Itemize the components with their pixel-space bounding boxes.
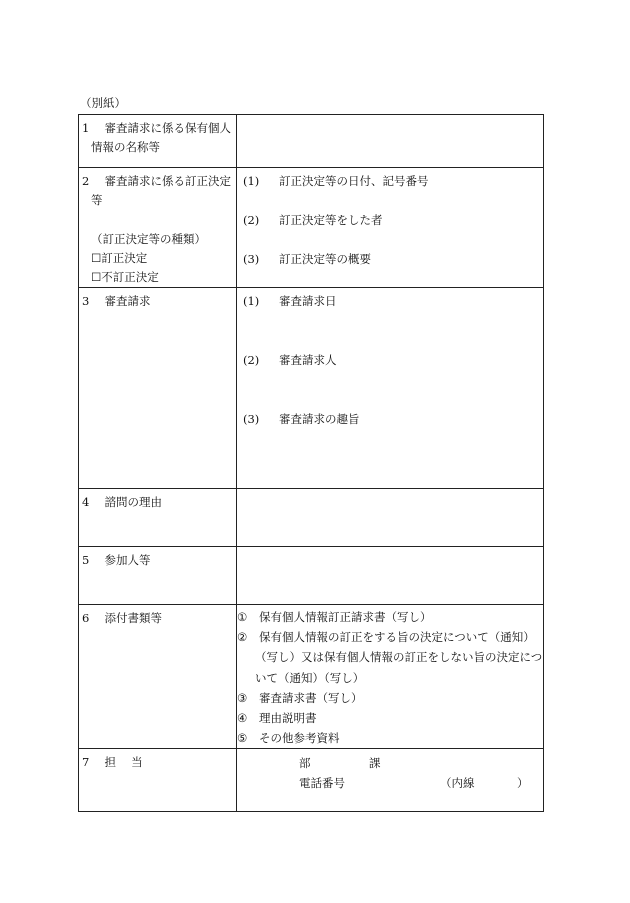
request-item-purpose: (3) 審査請求の趣旨 xyxy=(243,412,360,426)
row-inquiry-reason xyxy=(79,489,544,547)
decision-item-date: (1) 訂正決定等の日付、記号番号 xyxy=(243,174,429,188)
request-item-requester: (2) 審査請求人 xyxy=(243,353,337,367)
attachment-item: ① 保有個人情報訂正請求書（写し） xyxy=(237,610,432,624)
contact-phone-line xyxy=(237,773,543,793)
extension-close-label: ） xyxy=(517,776,529,791)
row5-value-cell xyxy=(237,547,544,605)
row7-label: 7 担 当 xyxy=(82,755,143,770)
decision-item-summary: (3) 訂正決定等の概要 xyxy=(243,252,371,266)
row7-label-cell xyxy=(79,749,237,812)
extension-open-label: （内線 xyxy=(440,776,475,791)
section-label: 課 xyxy=(369,756,381,771)
request-item-date: (1) 審査請求日 xyxy=(243,294,337,308)
row7-value-cell xyxy=(237,749,544,812)
row-correction-decision xyxy=(79,168,544,288)
row5-label-cell xyxy=(79,547,237,605)
attachment-item-continuation: （写し）又は保有個人情報の訂正をしない旨の決定につ xyxy=(255,650,543,665)
attachment-item: ③ 審査請求書（写し） xyxy=(237,690,363,705)
row6-value-cell xyxy=(237,605,544,749)
row3-label: 3 審査請求 xyxy=(82,294,151,308)
row5-label: 5 参加人等 xyxy=(82,553,151,567)
row3-value-cell xyxy=(237,288,544,489)
attachment-label: （別紙） xyxy=(80,96,126,110)
row1-label-line2: 情報の名称等 xyxy=(91,140,160,154)
row2-value-cell xyxy=(237,168,544,288)
row6-label: 6 添付書類等 xyxy=(82,611,162,625)
row1-label-line1: 1 審査請求に係る保有個人 xyxy=(82,121,231,135)
attachment-item: ④ 理由説明書 xyxy=(237,711,317,726)
row4-label: 4 諮問の理由 xyxy=(82,495,162,509)
decision-item-maker: (2) 訂正決定等をした者 xyxy=(243,213,383,227)
decision-type-heading: （訂正決定等の種類） xyxy=(91,232,206,246)
row-attachments xyxy=(79,605,544,749)
row-personal-info-name xyxy=(79,115,544,168)
row3-label-cell xyxy=(79,288,237,489)
attachment-item: ⑤ その他参考資料 xyxy=(237,731,340,746)
row-contact-person xyxy=(79,749,544,812)
row1-label-cell xyxy=(79,115,237,168)
row2-label-line1: 2 審査請求に係る訂正決定 xyxy=(82,174,231,188)
checkbox-correction-decision[interactable]: ☐訂正決定 xyxy=(91,251,148,265)
attachment-item-continuation: いて（通知）（写し） xyxy=(255,670,365,685)
row-participants xyxy=(79,547,544,605)
row4-value-cell xyxy=(237,489,544,547)
contact-dept-line xyxy=(237,753,543,773)
row2-label-cell xyxy=(79,168,237,288)
row4-label-cell xyxy=(79,489,237,547)
row1-value-cell xyxy=(237,115,544,168)
attachment-item: ② 保有個人情報の訂正をする旨の決定について（通知） xyxy=(237,630,535,645)
checkbox-no-correction-decision[interactable]: ☐不訂正決定 xyxy=(91,270,159,284)
row6-label-cell xyxy=(79,605,237,749)
row-review-request xyxy=(79,288,544,489)
row2-label-line2: 等 xyxy=(91,193,103,207)
review-request-form-table xyxy=(78,114,544,812)
dept-label: 部 xyxy=(299,756,311,771)
phone-label: 電話番号 xyxy=(299,776,345,791)
